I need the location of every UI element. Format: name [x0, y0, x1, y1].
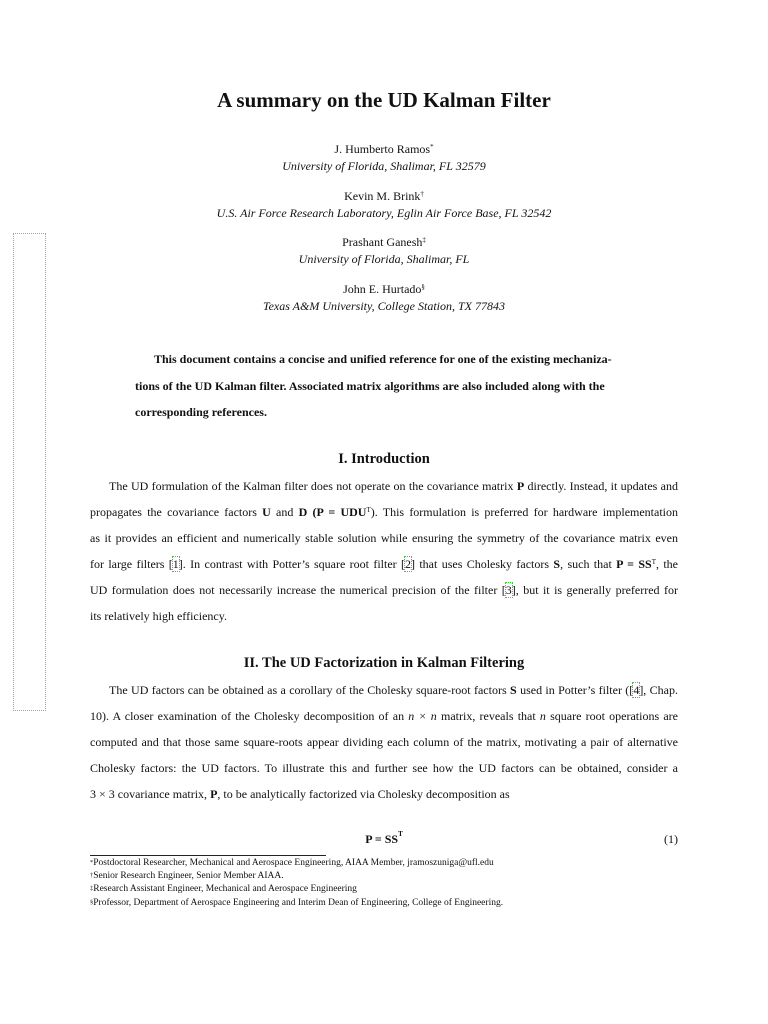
- equation-body: $P = SS^T$: [365, 830, 403, 846]
- ud-factorization-paragraph: [90, 677, 678, 807]
- text-line: The UD factors can be obtained as a corollary of the Cholesky square-root factors S used in Potter’s filter ([4], Chap.: [109, 683, 679, 697]
- author-name: John E. Hurtado: [343, 282, 422, 296]
- author-name: Kevin M. Brink: [344, 189, 421, 203]
- text-line: 3 × 3 covariance matrix, P, to be analytically factorized via Cholesky decomposition as: [90, 787, 510, 801]
- abstract-line: This document contains a concise and unified reference for one of the existing mechaniza-: [154, 352, 612, 366]
- introduction-paragraph: [90, 473, 678, 629]
- equation-number: (1): [664, 832, 678, 846]
- citation-link[interactable]: 1: [172, 557, 179, 571]
- citation-link[interactable]: 4: [633, 683, 640, 697]
- citation-link[interactable]: 2: [405, 557, 411, 571]
- author-name: J. Humberto Ramos: [334, 142, 431, 156]
- text-line: for large filters [1]. In contrast with Potter’s square root filter [2] that uses Cholesky factors S, such that $P = SS^T$, the: [90, 557, 678, 571]
- section-heading-ud-factorization: II. The UD Factorization in Kalman Filtering: [243, 655, 525, 671]
- text-line: as it provides an efficient and numerically stable solution while ensuring the symmetry of the covariance matrix even: [90, 531, 678, 545]
- author-affiliation: Texas A&M University, College Station, TX 77843: [263, 299, 505, 313]
- author-affiliation: University of Florida, Shalimar, FL 32579: [282, 159, 486, 173]
- author-affiliation: University of Florida, Shalimar, FL: [298, 252, 470, 266]
- text-line: propagates the covariance factors U and D $(P = UDU^T)$. This formulation is preferred for hardware implementation: [90, 505, 679, 519]
- author-3: [0, 234, 768, 268]
- author-mark: §: [421, 283, 425, 291]
- paper-title: A summary on the UD Kalman Filter: [217, 88, 551, 112]
- text-line: The UD formulation of the Kalman filter does not operate on the covariance matrix P directly. Instead, it updates and: [109, 479, 678, 493]
- text-line: UD formulation does not necessarily increase the numerical precision of the filter [3], but it is generally preferred for: [90, 583, 678, 597]
- footnote-rule: [90, 855, 326, 856]
- footnote: ‡Research Assistant Engineer, Mechanical and Aerospace Engineering: [90, 884, 357, 895]
- author-2: [0, 188, 768, 222]
- author-4: [0, 281, 768, 315]
- author-affiliation: U.S. Air Force Research Laboratory, Eglin Air Force Base, FL 32542: [216, 206, 552, 220]
- footnotes: [90, 857, 690, 910]
- text-line: its relatively high efficiency.: [90, 609, 227, 623]
- text-line: computed and that those same square-roots appear dividing each column of the matrix, motivating a pair of alternative: [90, 735, 678, 749]
- author-mark: *: [430, 143, 434, 151]
- author-mark: †: [420, 190, 424, 198]
- footnote: *Postdoctoral Researcher, Mechanical and Aerospace Engineering, AIAA Member, jramoszuniga@ufl.edu: [90, 858, 494, 868]
- abstract-line: corresponding references.: [135, 405, 267, 419]
- footnote: †Senior Research Engineer, Senior Member AIAA.: [90, 871, 284, 882]
- section-heading-introduction: I. Introduction: [338, 451, 430, 467]
- abstract-line: tions of the UD Kalman filter. Associated matrix algorithms are also included along with the: [135, 378, 605, 393]
- footnote: §Professor, Department of Aerospace Engineering and Interim Dean of Engineering, College of Engineering.: [90, 897, 504, 908]
- text-line: Cholesky factors: the UD factors. To illustrate this and further see how the UD factors can be obtained, consider a: [90, 761, 678, 775]
- abstract: [135, 346, 635, 426]
- author-mark: ‡: [422, 236, 426, 244]
- author-name: Prashant Ganesh: [342, 235, 423, 249]
- author-1: [0, 141, 768, 175]
- text-line: 10). A closer examination of the Cholesky decomposition of an n × n matrix, reveals that n square root operations are: [90, 709, 678, 723]
- citation-link[interactable]: 3: [505, 583, 512, 597]
